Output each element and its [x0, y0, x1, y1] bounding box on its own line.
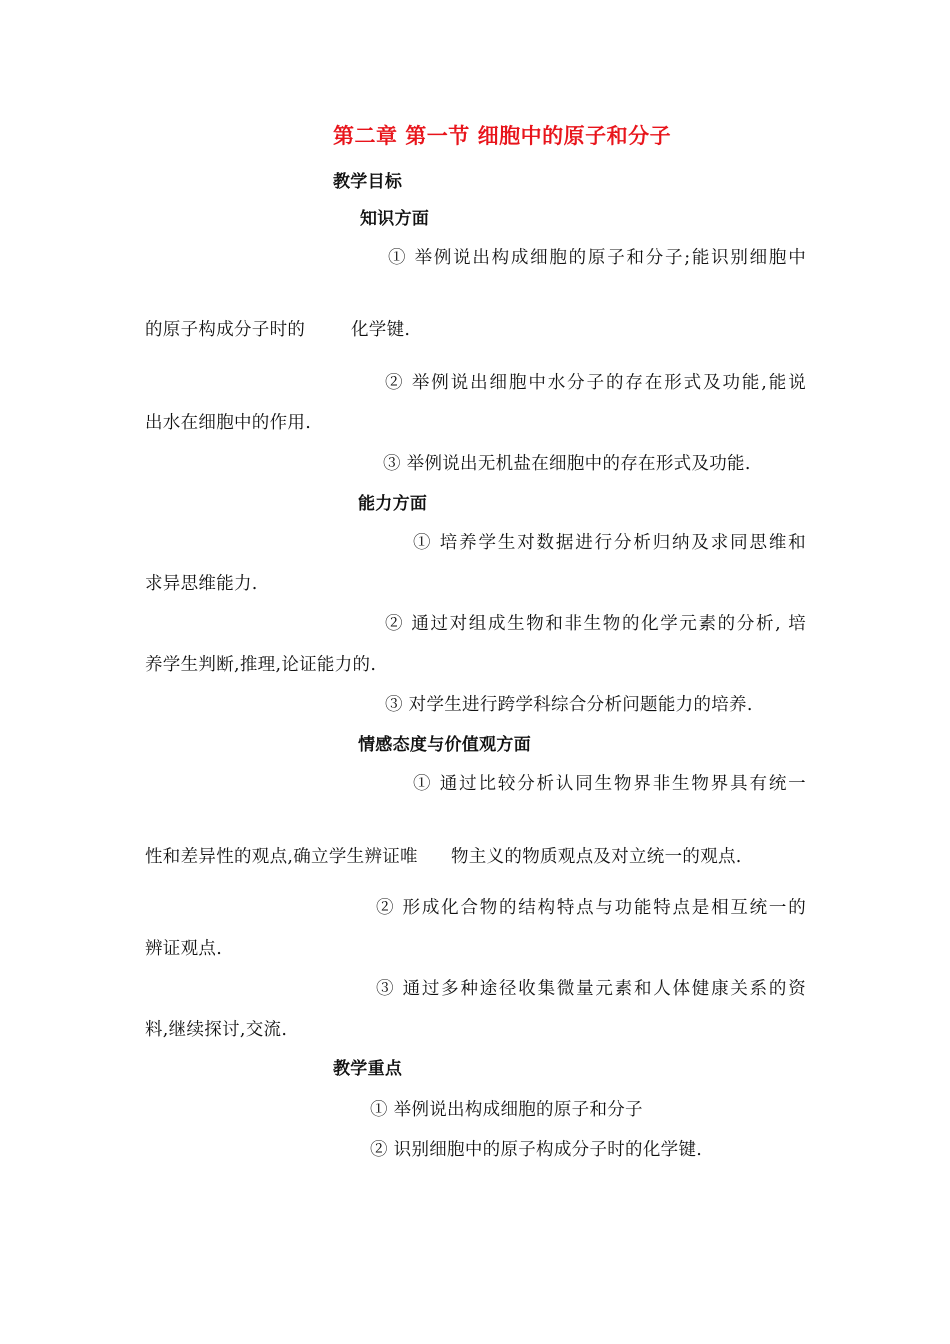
emotion-item-2-line-2: 辨证观点.	[145, 939, 223, 959]
heading-ability: 能力方面	[358, 494, 428, 514]
knowledge-item-1-line-2b: 化学键.	[351, 320, 411, 340]
key-point-2: ② 识别细胞中的原子构成分子时的化学键.	[370, 1140, 703, 1160]
page-title: 第二章 第一节 细胞中的原子和分子	[333, 124, 672, 148]
key-point-1: ① 举例说出构成细胞的原子和分子	[370, 1100, 643, 1120]
emotion-item-1-line-2b: 物主义的物质观点及对立统一的观点.	[451, 847, 742, 867]
knowledge-item-2-line-1: ② 举例说出细胞中水分子的存在形式及功能,能说	[385, 373, 806, 393]
emotion-item-2-line-1: ② 形成化合物的结构特点与功能特点是相互统一的	[376, 898, 806, 918]
heading-emotion: 情感态度与价值观方面	[358, 735, 531, 755]
knowledge-item-1-line-2a: 的原子构成分子时的	[145, 320, 306, 340]
ability-item-1-line-1: ① 培养学生对数据进行分析归纳及求同思维和	[413, 533, 806, 553]
knowledge-item-3: ③ 举例说出无机盐在细胞中的存在形式及功能.	[383, 454, 751, 474]
heading-objectives: 教学目标	[333, 172, 403, 192]
ability-item-2-line-1: ② 通过对组成生物和非生物的化学元素的分析, 培	[385, 614, 806, 634]
heading-knowledge: 知识方面	[360, 209, 430, 229]
ability-item-3: ③ 对学生进行跨学科综合分析问题能力的培养.	[385, 695, 753, 715]
emotion-item-3-line-1: ③ 通过多种途径收集微量元素和人体健康关系的资	[376, 979, 806, 999]
emotion-item-1-line-2a: 性和差异性的观点,确立学生辨证唯	[145, 847, 418, 867]
ability-item-2-line-2: 养学生判断,推理,论证能力的.	[145, 655, 377, 675]
emotion-item-3-line-2: 料,继续探讨,交流.	[145, 1020, 288, 1040]
emotion-item-1-line-1: ① 通过比较分析认同生物界非生物界具有统一	[413, 774, 806, 794]
knowledge-item-1-line-1: ① 举例说出构成细胞的原子和分子;能识别细胞中	[388, 248, 806, 268]
knowledge-item-2-line-2: 出水在细胞中的作用.	[145, 413, 312, 433]
ability-item-1-line-2: 求异思维能力.	[145, 574, 258, 594]
heading-key-points: 教学重点	[333, 1059, 403, 1079]
